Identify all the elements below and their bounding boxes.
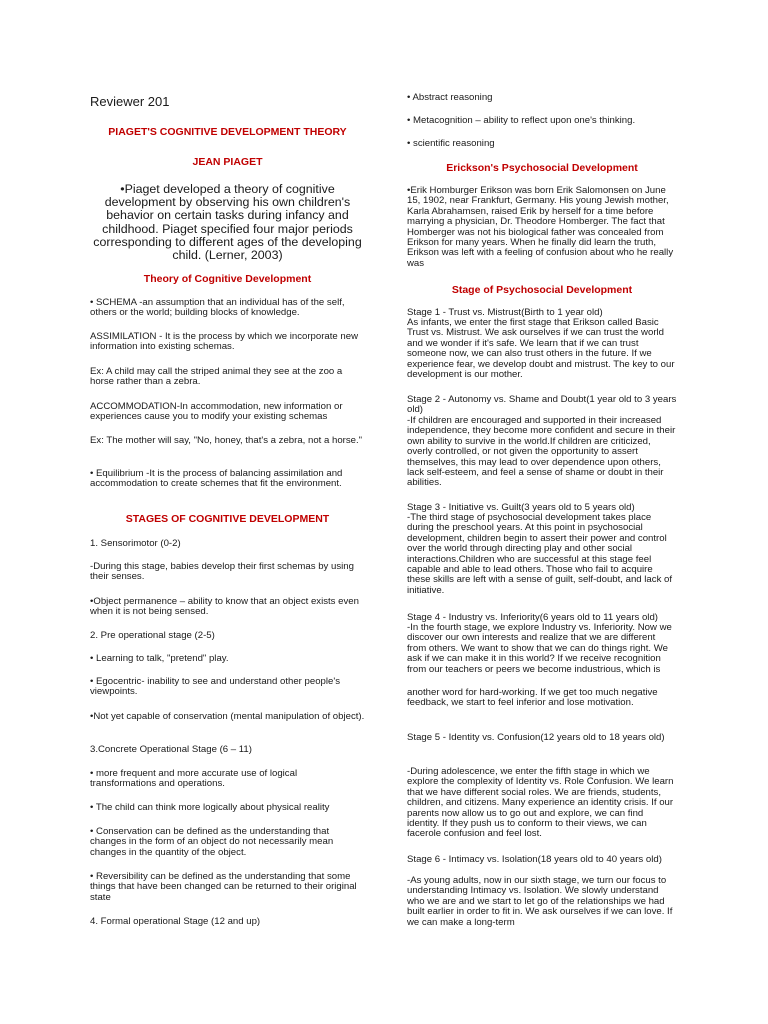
erikson-bio: •Erik Homburger Erikson was born Erik Salomonsen on June 15, 1902, near Frankfurt, Germany. His young Jewish mother, Karla Abrahamsen, raised Erik by herself for a time before marrying a physician, Dr. Theodore Homberger. The fact that Homberger was not his biological father was concealed from Erikson for many years. When he finally did learn the truth, Erikson was left with a feeling of confusion about who he really was: [407, 185, 674, 269]
stage-4-text: -In the fourth stage, we explore Industry vs. Inferiority. Now we discover our own interests and realize that we are different from others. We want to show that we can do things right. We ask if we can make it in this world? If we receive recognition from our teachers or peers we become industrious, which is: [407, 622, 672, 675]
stage-5-text: -During adolescence, we enter the fifth stage in which we explore the complexity of Identity vs. Role Confusion. We learn that we have different social roles. We are friends, students, children, and citizens. Many experience an identity crisis. If our parents now allow us to go out and explore, we can find identity. If they push us to conform to their views, we can facerole confusion and feel lost.: [407, 766, 674, 840]
stage-1-text: As infants, we enter the first stage that Erikson called Basic Trust vs. Mistrust. We ask ourselves if we can trust the world and we wonder if it's safe. We learn that if we can trust someone now, we can also trust others in the future. If we experience fear, we develop doubt and mistrust. The key to our development is our mother.: [407, 317, 675, 381]
preoperational-conservation: •Not yet capable of conservation (mental manipulation of object).: [90, 711, 365, 722]
object-permanence-text: •Object permanence – ability to know that an object exists even when it is not being sensed.: [90, 596, 359, 618]
piaget-heading: PIAGET'S COGNITIVE DEVELOPMENT THEORY: [108, 126, 347, 138]
preoperational-title: 2. Pre operational stage (2-5): [90, 630, 215, 641]
sensorimotor-text: -During this stage, babies develop their first schemas by using their senses.: [90, 561, 354, 583]
reviewer-title: Reviewer 201: [90, 94, 170, 109]
stages-heading: STAGES OF COGNITIVE DEVELOPMENT: [125, 513, 330, 525]
stage-4-text-continued: another word for hard-working. If we get too much negative feedback, we start to feel inferior and lose motivation.: [407, 687, 658, 709]
stage-3-text: -The third stage of psychosocial development takes place during the preschool years. At this point in psychosocial development, children begin to assert their power and control over the world through directing play and other social interactions.Children who are successful at this stage feel capable and able to lead others. Those who fail to acquire these skills are left with a sense of guilt, self-doubt, and lack of initiative.: [407, 512, 673, 596]
concrete-think-logically: • The child can think more logically about physical reality: [90, 802, 330, 813]
conservation-definition: • Conservation can be defined as the understanding that changes in the form of an object do not necessarily mean changes in the quantity of the object.: [90, 826, 334, 858]
erikson-heading: Erickson's Psychosocial Development: [446, 162, 638, 174]
theory-heading: Theory of Cognitive Development: [143, 273, 312, 285]
stage-2-text: -If children are encouraged and supported in their increased independence, they become more confident and secure in their own ability to survive in the world.If children are criticized, overly controlled, or not given the opportunity to assert themselves, this may lead to over dependence upon others, lack self-esteem, and feel a sense of shame or doubt in their abilities.: [407, 415, 676, 489]
psychosocial-stage-heading: Stage of Psychosocial Development: [451, 284, 633, 296]
stage-1-title: Stage 1 - Trust vs. Mistrust(Birth to 1 year old): [407, 307, 603, 318]
stage-6-text: -As young adults, now in our sixth stage, we turn our focus to understanding Intimacy vs. Isolation. We slowly understand who we are and we start to let go of the relationships we had built earlier in order to fit in. We ask ourselves if we can love. If we can make a long-term: [407, 875, 673, 928]
concrete-operational-title: 3.Concrete Operational Stage (6 – 11): [90, 744, 252, 755]
equilibrium-paragraph: • Equilibrium -It is the process of balancing assimilation and accommodation to create schemes that fit the environment.: [90, 468, 343, 490]
concrete-logical-use: • more frequent and more accurate use of logical transformations and operations.: [90, 768, 298, 790]
stage-2-title: Stage 2 - Autonomy vs. Shame and Doubt(1 year old to 3 years old): [407, 394, 677, 416]
reversibility-definition: • Reversibility can be defined as the understanding that some things that have been changed can be returned to their original state: [90, 871, 357, 903]
formal-operational-title: 4. Formal operational Stage (12 and up): [90, 916, 261, 927]
accommodation-paragraph: ACCOMMODATION-In accommodation, new information or experiences cause you to modify your existing schemas: [90, 401, 343, 423]
stage-5-title: Stage 5 - Identity vs. Confusion(12 years old to 18 years old): [407, 732, 665, 743]
metacognition: • Metacognition – ability to reflect upon one's thinking.: [407, 115, 636, 126]
abstract-reasoning: • Abstract reasoning: [407, 92, 493, 103]
schema-paragraph: • SCHEMA -an assumption that an individual has of the self, others or the world; building blocks of knowledge.: [90, 297, 345, 319]
stage-4-title: Stage 4 - Industry vs. Inferiority(6 years old to 11 years old): [407, 612, 658, 623]
preoperational-egocentric: • Egocentric- inability to see and understand other people's viewpoints.: [90, 676, 340, 698]
assimilation-paragraph: ASSIMILATION - It is the process by which we incorporate new information into existing schemas.: [90, 331, 359, 353]
assimilation-example: Ex: A child may call the striped animal they see at the zoo a horse rather than a zebra.: [90, 366, 343, 388]
piaget-intro-paragraph: •Piaget developed a theory of cognitive development by observing his own children's behavior on certain tasks during infancy and childhood. Piaget specified four major periods corresponding to different ages of the developing child. (Lerner, 2003): [93, 182, 362, 263]
scientific-reasoning: • scientific reasoning: [407, 138, 495, 149]
accommodation-example: Ex: The mother will say, "No, honey, that's a zebra, not a horse.": [90, 435, 363, 446]
stage-3-title: Stage 3 - Initiative vs. Guilt(3 years old to 5 years old): [407, 502, 635, 513]
stage-6-title: Stage 6 - Intimacy vs. Isolation(18 years old to 40 years old): [407, 854, 662, 865]
jean-piaget-heading: JEAN PIAGET: [192, 156, 263, 168]
sensorimotor-title: 1. Sensorimotor (0-2): [90, 538, 181, 549]
preoperational-learning: • Learning to talk, "pretend" play.: [90, 653, 229, 664]
